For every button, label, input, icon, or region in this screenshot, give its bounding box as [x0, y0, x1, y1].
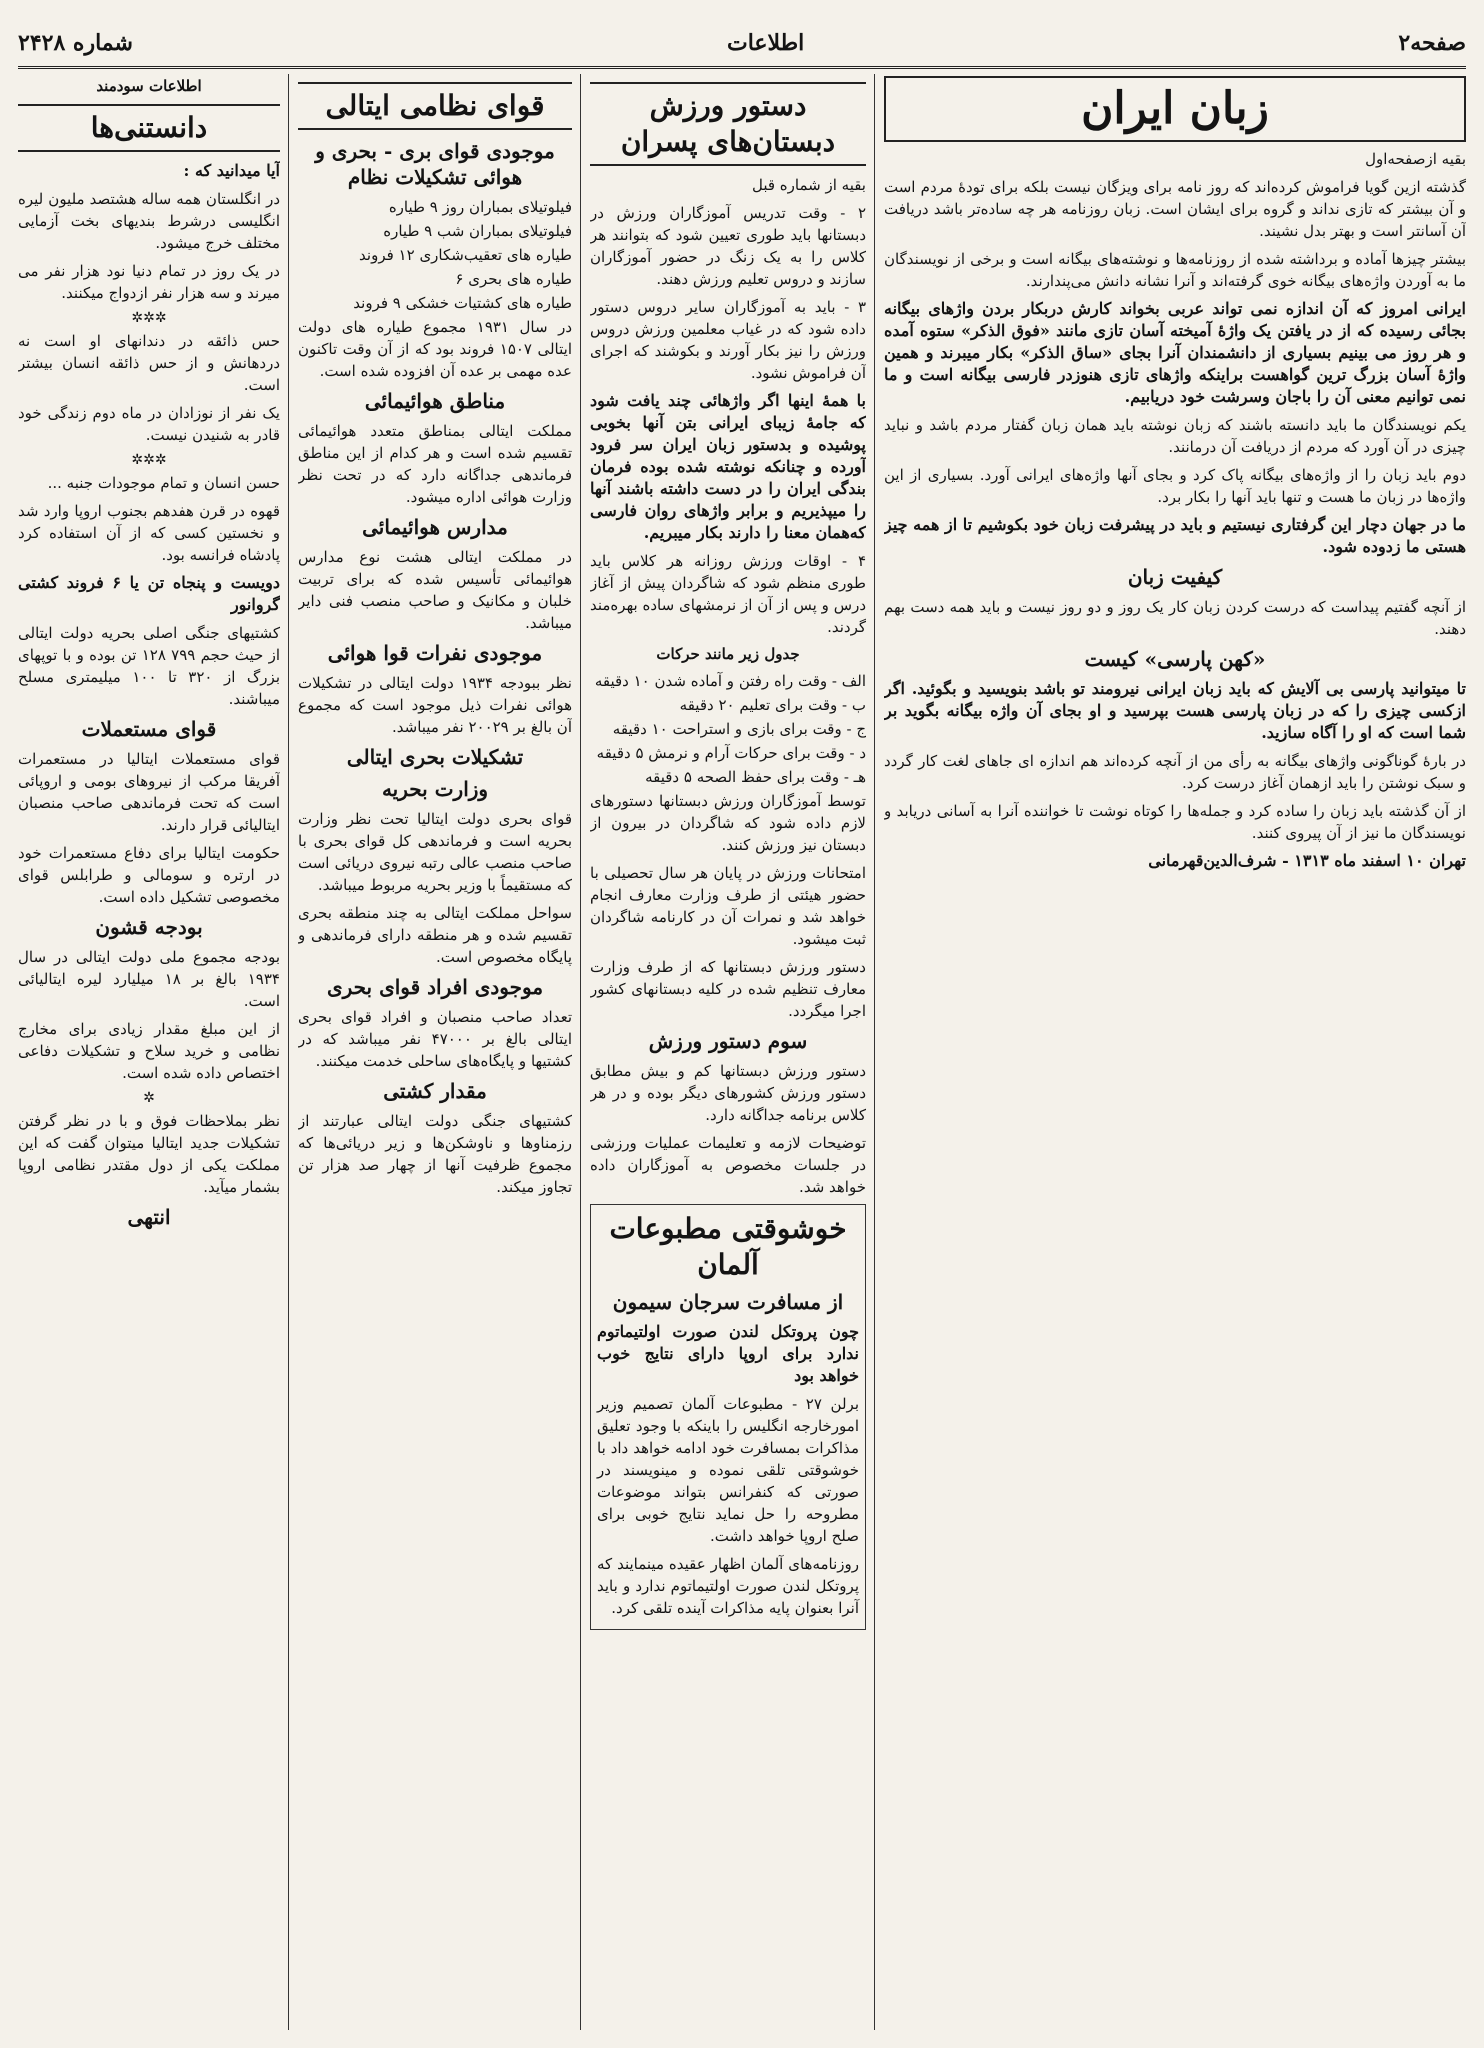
paragraph: بودجه مجموع ملی دولت ایتالی در سال ۱۹۳۴ بالغ بر ۱۸ میلیارد لیره ایتالیائی است. [18, 948, 280, 1010]
article-useful-info [18, 74, 280, 2030]
paragraph: دستور ورزش دبستانها کم و بیش مطابق دستور ورزش کشورهای دیگر بوده و در هر کلاس برنامه جداگانه دارد. [590, 1062, 866, 1124]
paragraph: قوای بحری دولت ایتالیا تحت نظر وزارت بحریه است و فرماندهی کل قوای بحری با صاحب منصب عالی رتبه نیروی دریائی است که مستقیماً با وزیر بحریه مربوط میباشد. [298, 810, 572, 894]
section-heading: مدارس هوائیمائی [362, 515, 508, 539]
paragraph: حکومت ایتالیا برای دفاع مستعمرات خود در ارتره و سومالی و طرابلس قوای مخصوصی تشکیل داده است. [18, 844, 280, 906]
paragraph: ۴ - اوقات ورزش روزانه هر کلاس باید طوری منظم شود که شاگردان پیش از آغاز درس و پس از آن از نرمشهای ساده بهره‌مند گردند. [590, 552, 866, 636]
paragraph: ۳ - باید به آموزگاران سایر دروس دستور داده شود که در غیاب معلمین ورزش دروس ورزش را نیز بکار آورند و بکوشند که اجرای آن فراموش نشود. [590, 298, 866, 382]
box-bold: چون پروتکل لندن صورت اولتیماتوم ندارد برای اروپا دارای نتایج خوب خواهد بود [597, 1322, 859, 1385]
paragraph: توسط آموزگاران ورزش دبستانها دستورهای لازم داده شود که شاگردان در بیرون از دبستان نیز ورزش کنند. [590, 792, 866, 854]
paper-name: اطلاعات [727, 30, 805, 56]
bold-paragraph: تا میتوانید پارسی بی آلایش که باید زبان ایرانی نیرومند تو باشد بنویسید و بگوئید. اگر ازکسی چیزی را که در زبان پارسی هست بپرسید و او بجای آن واژه بیگانه بگوید بر شما است که او را آگاه سازید. [884, 679, 1466, 742]
list-item: ج - وقت برای بازی و استراحت ۱۰ دقیقه [612, 720, 866, 738]
paragraph: از آنچه گفتیم پیداست که درست کردن زبان کار یک روز و دو روز نیست و باید همه دست بهم دهند. [884, 598, 1466, 638]
section-heading: موجودی نفرات قوا هوائی [327, 641, 543, 665]
section-heading: مقدار کشتی [383, 1079, 487, 1103]
article-lead: بقیه از شماره قبل [751, 176, 866, 194]
list-item: طیاره های بحری ۶ [455, 270, 572, 288]
article-zaban-iran [884, 74, 1466, 2030]
page-header [18, 26, 1466, 60]
section-heading: سوم دستور ورزش [648, 1029, 808, 1053]
paragraph: در مملکت ایتالی هشت نوع مدارس هوائیمائی تأسیس شده که برای تربیت خلبان و مکانیک و صاحب منصب فنی دایر میباشد. [298, 548, 572, 632]
section-heading: موجودی افراد قوای بحری [326, 975, 544, 999]
separator-star-icon: ✲ [143, 1090, 155, 1106]
paragraph: توضیحات لازمه و تعلیمات عملیات ورزشی در جلسات مخصوص به آموزگاران داده خواهد شد. [590, 1134, 866, 1196]
section-heading: وزارت بحریه [381, 777, 489, 801]
paragraph: مملکت ایتالی بمناطق متعدد هوائیمائی تقسیم شده است و هر کدام از این مناطق فرماندهی جداگانه دارد که در تحت نظر وزارت هوائی اداره میشود. [298, 422, 572, 506]
article-italy-military [298, 74, 572, 2030]
paragraph: ۲ - وقت تدریس آموزگاران ورزش در دبستانها باید طوری تعیین شود که بتوانند هر کلاس را به یک زنگ در حضور آموزگاران سازند و دروس تعلیم ورزش دهند. [590, 204, 866, 288]
separator-star-icon: ✲✲✲ [131, 310, 167, 326]
article-title: دانستنی‌ها [18, 104, 280, 152]
bold-paragraph: با همهٔ اینها اگر واژهائی چند یافت شود که جامهٔ زیبای ایرانی بتن آنها بخوبی پوشیده و بدستور زبان ایران سر فرود آورده و چنانکه نوشته شده بوده فرمان بندگی ایران را در دست داشته باشند آنها را میپذیریم و برابر واژهای روان فارسی که‌همان معنا را دارند بکار میبریم. [590, 391, 866, 542]
section-heading: بودجه قشون [95, 915, 203, 939]
paragraph: روزنامه‌های آلمان اظهار عقیده مینمایند که پروتکل لندن صورت اولتیماتوم ندارد و باید آنرا بعنوان پایه مذاکرات آینده تلقی کرد. [597, 1555, 859, 1617]
section-heading: کیفیت زبان [1127, 565, 1223, 589]
schedule-heading: جدول زیر مانند حرکات [656, 645, 800, 663]
paragraph: سواحل مملکت ایتالی به چند منطقه بحری تقسیم شده و هر منطقه دارای فرماندهی و پایگاه مخصوص است. [298, 904, 572, 966]
paragraph: تعداد صاحب منصبان و افراد قوای بحری ایتالی بالغ بر ۴۷۰۰۰ نفر میباشد که در کشتیها و پایگاه‌های ساحلی خدمت میکنند. [298, 1008, 572, 1070]
intro-line: آیا میدانید که : [183, 161, 280, 180]
paragraph: دستور ورزش دبستانها که از طرف وزارت معارف تنظیم شده در کلیه دبستانهای کشور اجرا میگردد. [590, 958, 866, 1020]
column-rule [874, 74, 875, 2030]
fact-item: حس ذائقه در دندانهای او است نه دردهانش و از حس ذائقه انسان بیشتر است. [18, 332, 280, 394]
paragraph: کشتیهای جنگی دولت ایتالی عبارتند از رزمناوها و ناوشکن‌ها و زیر دریائی‌ها که مجموع ظرفیت آنها از چهار صد هزار تن تجاوز میکند. [298, 1112, 572, 1196]
air-list [298, 196, 572, 314]
bold-paragraph: ایرانی امروز که آن اندازه نمی تواند عربی بخواند کارش دربکار بردن واژهای بیگانه بجائی رسیده که از در یافتن یک واژهٔ آمیخته آسان تازی مانند «فوق الذکر» ستوه آمده و هر روز می بینیم بسیاری از دانشمندان آنرا بجای «ساق الذکر» بکار میبرند و همین واژهٔ آسان بزرگ ترین گواهست براینکه واژهای تازی هنوزدر فارسی بیگانه است و ما نمی توانیم معنی آن را باجان وسرشت خود دریابیم. [884, 299, 1466, 406]
box-subtitle: از مسافرت سرجان سیمون [612, 1290, 844, 1314]
article-title: قوای نظامی ایتالی [298, 82, 572, 130]
list-item: فیلوتیلای بمباران روز ۹ طیاره [388, 198, 572, 216]
list-item: طیاره های کشتیات خشکی ۹ فروند [353, 294, 572, 312]
section-heading: مناطق هوائیمائی [364, 389, 506, 413]
paragraph: از این مبلغ مقدار زیادی برای مخارج نظامی و خرید سلاح و تشکیلات دفاعی اختصاص داده شده است. [18, 1020, 280, 1082]
paragraph: قوای مستعملات ایتالیا در مستعمرات آفریقا مرکب از نیروهای بومی و اروپائی است که تحت فرماندهی صاحب منصبان ایتالیائی قرار دارند. [18, 750, 280, 834]
end-mark: انتهی [127, 1205, 171, 1229]
section-heading: تشکیلات بحری ایتالی [346, 745, 524, 769]
paragraph: از آن گذشته باید زبان را ساده کرد و جمله‌ها را کوتاه نوشت تا خواننده آنرا به آسانی دریابد و نویسندگان ما نیز از آن پیروی کنند. [884, 802, 1466, 842]
paragraph: نظر بملاحظات فوق و با در نظر گرفتن تشکیلات جدید ایتالیا میتوان گفت که این مملکت یکی از دول مقتدر نظامی اروپا بشمار میآید. [18, 1112, 280, 1196]
paragraph: دوم باید زبان را از واژه‌های بیگانه پاک کرد و بجای آنها واژه‌های ایرانی آورد. بسیاری از این واژه‌ها در زبان ما هست و تنها باید آنها را بکار برد. [884, 466, 1466, 506]
list-item: طیاره های تعقیب‌شکاری ۱۲ فروند [359, 246, 572, 264]
column-label: اطلاعات سودمند [96, 77, 202, 95]
paragraph: گذشته ازین گویا فراموش کرده‌اند که روز نامه برای ویزگان نیست بلکه برای تودهٔ مردم است و آن بیشتر که تازی نداند و گروه برای ایشان است. زبان روزنامه هر چه ساده‌تر باشد دریافت آن آسانتر است و بهتر بدل نشیند. [884, 178, 1466, 240]
list-item: ب - وقت برای تعلیم ۲۰ دقیقه [679, 696, 866, 714]
paragraph: کشتیهای جنگی اصلی بحریه دولت ایتالی از حیث حجم ۷۹۹ ۱۲۸ تن بوده و با توپهای بزرگ از ۳۲۰ تا ۱۰۰ میلیمتری مسلح میباشند. [18, 624, 280, 708]
article-sport-schools [590, 74, 866, 2030]
header-rule [18, 66, 1466, 69]
paragraph: یکم نویسندگان ما باید دانسته باشند که زبان نوشته باید همان زبان گفتار مردم باشد و نباید چیزی در آن آورد که مردم از دریافت آن درمانند. [884, 416, 1466, 456]
column-rule [288, 74, 289, 2030]
column-rule [580, 74, 581, 2030]
list-item: الف - وقت راه رفتن و آماده شدن ۱۰ دقیقه [594, 672, 866, 690]
schedule-list [590, 670, 866, 788]
fact-item: در یک روز در تمام دنیا نود هزار نفر می میرند و سه هزار نفر ازدواج میکنند. [18, 262, 280, 302]
fact-item: قهوه در قرن هفدهم بجنوب اروپا وارد شد و نخستین کسی که از آن استفاده کرد پادشاه فرانسه بود. [18, 502, 280, 564]
signature: تهران ۱۰ اسفند ماه ۱۳۱۳ - شرف‌الدین‌قهرمانی [1148, 851, 1466, 870]
subheading: «کهن پارسی» کیست [1084, 647, 1266, 671]
section-heading: قوای مستعملات [81, 717, 217, 741]
paragraph: در بارهٔ گوناگونی واژهای بیگانه به رأی من از آنچه کرده‌اند هم اندازه ای جاهای لغت کار گردد و سبک نوشتن را باید ازهمان آغاز درست کرد. [884, 752, 1466, 792]
fact-item: در انگلستان همه ساله هشتصد ملیون لیره انگلیسی درشرط بندیهای بخت آزمایی مختلف خرج میشود. [18, 190, 280, 252]
fact-item: یک نفر از نوزادان در ماه دوم زندگی خود قادر به شنیدن نیست. [18, 404, 280, 444]
issue-number: شماره ۲۴۲۸ [18, 30, 133, 56]
bold-paragraph: دویست و پنجاه تن یا ۶ فروند کشتی گروانور [18, 573, 280, 614]
article-lead: بقیه ازصفحه‌اول [1365, 150, 1466, 168]
paragraph: در سال ۱۹۳۱ مجموع طیاره های دولت ایتالی ۱۵۰۷ فروند بود که از آن وقت تاکنون عده مهمی بر عده آن افزوده شده است. [298, 318, 572, 380]
box-title: خوشوقتی مطبوعات آلمان [609, 1212, 847, 1281]
page-number: صفحه۲ [1398, 30, 1466, 56]
list-item: فیلوتیلای بمباران شب ۹ طیاره [383, 222, 572, 240]
list-item: د - وقت برای حرکات آرام و نرمش ۵ دقیقه [596, 744, 866, 762]
article-title: دستور ورزش دبستان‌های پسران [590, 82, 866, 166]
news-box [590, 1204, 866, 1630]
paragraph: نظر ببودجه ۱۹۳۴ دولت ایتالی در تشکیلات هوائی نفرات ذیل موجود است که مجموع آن بالغ بر ۲۰۰۲۹ نفر میباشد. [298, 674, 572, 736]
list-item: هـ - وقت برای حفظ الصحه ۵ دقیقه [645, 768, 866, 786]
paragraph: امتحانات ورزش در پایان هر سال تحصیلی با حضور هیئتی از طرف وزارت معارف انجام خواهد شد و نمرات آن در کارنامه شاگردان ثبت میشود. [590, 864, 866, 948]
paragraph: برلن ۲۷ - مطبوعات آلمان تصمیم وزیر امورخارجه انگلیس را باینکه با وجود تعلیق مذاکرات بمسافرت خود ادامه خواهد داد با خوشوقتی تلقی نموده و مینویسند در صورتی که کنفرانس بتواند موضوعات مطروحه را حل نماید نتایج خوبی برای صلح اروپا خواهد داشت. [597, 1395, 859, 1545]
bold-paragraph: ما در جهان دچار این گرفتاری نیستیم و باید در پیشرفت زبان خود بکوشیم تا از همه چیز هستی ما زدوده شود. [884, 515, 1466, 556]
article-subtitle: موجودی قوای بری - بحری و هوائی تشکیلات نظام [315, 139, 555, 189]
article-title: زبان ایران [884, 76, 1466, 142]
paragraph: بیشتر چیزها آماده و برداشته شده از روزنامه‌ها و نوشته‌های بیگانه است و برخی از نویسندگان ما به آوردن واژه‌های بیگانه خوی گرفته‌اند و آنرا نشانه دانش می‌پندارند. [884, 250, 1466, 290]
fact-item: حسن انسان و تمام موجودات جنبه ... [47, 474, 280, 492]
separator-star-icon: ✲✲✲ [131, 452, 167, 468]
